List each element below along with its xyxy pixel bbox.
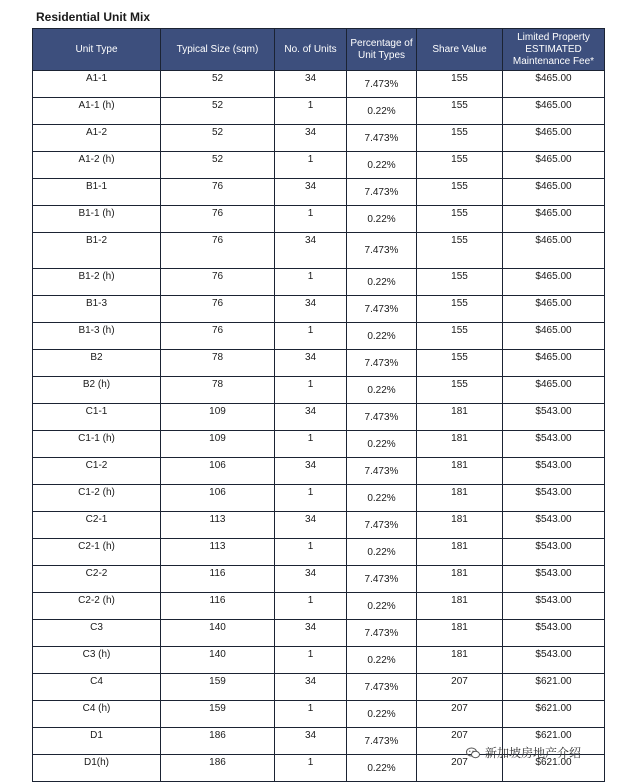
cell-share-value: 155	[417, 269, 503, 296]
watermark-text: 新加坡房地产介绍	[485, 746, 582, 760]
cell-maintenance-fee: $465.00	[503, 377, 605, 404]
cell-no-of-units: 1	[275, 98, 347, 125]
cell-share-value: 207	[417, 701, 503, 728]
cell-percentage: 7.473%	[347, 125, 417, 152]
cell-no-of-units: 34	[275, 404, 347, 431]
cell-maintenance-fee: $543.00	[503, 458, 605, 485]
cell-share-value: 155	[417, 296, 503, 323]
cell-unit-type: A1-1	[33, 71, 161, 98]
table-row	[33, 593, 605, 620]
cell-share-value: 155	[417, 125, 503, 152]
cell-maintenance-fee: $543.00	[503, 593, 605, 620]
cell-unit-type: B1-2	[33, 233, 161, 269]
cell-unit-type: B2	[33, 350, 161, 377]
cell-share-value: 155	[417, 71, 503, 98]
header-row	[33, 29, 605, 71]
cell-no-of-units: 1	[275, 323, 347, 350]
cell-unit-type: B1-2 (h)	[33, 269, 161, 296]
cell-no-of-units: 34	[275, 125, 347, 152]
cell-share-value: 155	[417, 206, 503, 233]
table-row	[33, 404, 605, 431]
table-row	[33, 512, 605, 539]
cell-percentage: 7.473%	[347, 404, 417, 431]
cell-unit-type: C3	[33, 620, 161, 647]
cell-typical-size: 76	[161, 206, 275, 233]
cell-share-value: 155	[417, 377, 503, 404]
cell-share-value: 207	[417, 755, 503, 782]
cell-no-of-units: 1	[275, 539, 347, 566]
cell-maintenance-fee: $543.00	[503, 485, 605, 512]
wechat-icon	[466, 747, 480, 759]
cell-typical-size: 109	[161, 404, 275, 431]
cell-maintenance-fee: $465.00	[503, 350, 605, 377]
cell-share-value: 181	[417, 512, 503, 539]
cell-typical-size: 52	[161, 98, 275, 125]
header-percentage: Percentage of Unit Types	[347, 29, 417, 71]
cell-share-value: 181	[417, 620, 503, 647]
table-row	[33, 458, 605, 485]
cell-share-value: 155	[417, 152, 503, 179]
table-row	[33, 350, 605, 377]
cell-maintenance-fee: $465.00	[503, 98, 605, 125]
cell-maintenance-fee: $621.00	[503, 755, 605, 782]
cell-share-value: 207	[417, 728, 503, 755]
cell-unit-type: C3 (h)	[33, 647, 161, 674]
cell-maintenance-fee: $543.00	[503, 512, 605, 539]
cell-maintenance-fee: $465.00	[503, 71, 605, 98]
cell-unit-type: C2-1 (h)	[33, 539, 161, 566]
cell-percentage: 7.473%	[347, 674, 417, 701]
watermark	[466, 744, 581, 761]
cell-typical-size: 109	[161, 431, 275, 458]
cell-maintenance-fee: $465.00	[503, 179, 605, 206]
cell-share-value: 155	[417, 323, 503, 350]
cell-no-of-units: 1	[275, 152, 347, 179]
table-row	[33, 566, 605, 593]
cell-share-value: 181	[417, 431, 503, 458]
cell-typical-size: 159	[161, 674, 275, 701]
cell-typical-size: 116	[161, 593, 275, 620]
cell-unit-type: B1-3	[33, 296, 161, 323]
cell-typical-size: 52	[161, 71, 275, 98]
cell-unit-type: C1-1	[33, 404, 161, 431]
cell-maintenance-fee: $543.00	[503, 566, 605, 593]
cell-no-of-units: 34	[275, 233, 347, 269]
cell-no-of-units: 34	[275, 458, 347, 485]
cell-typical-size: 52	[161, 125, 275, 152]
cell-typical-size: 186	[161, 728, 275, 755]
cell-no-of-units: 34	[275, 512, 347, 539]
cell-no-of-units: 34	[275, 566, 347, 593]
cell-typical-size: 76	[161, 296, 275, 323]
cell-unit-type: C1-2 (h)	[33, 485, 161, 512]
cell-maintenance-fee: $465.00	[503, 206, 605, 233]
cell-share-value: 181	[417, 647, 503, 674]
cell-maintenance-fee: $621.00	[503, 674, 605, 701]
cell-percentage: 7.473%	[347, 620, 417, 647]
cell-typical-size: 159	[161, 701, 275, 728]
cell-unit-type: C2-2	[33, 566, 161, 593]
cell-maintenance-fee: $543.00	[503, 539, 605, 566]
cell-percentage: 7.473%	[347, 233, 417, 269]
cell-maintenance-fee: $621.00	[503, 728, 605, 755]
cell-typical-size: 76	[161, 323, 275, 350]
cell-percentage: 0.22%	[347, 377, 417, 404]
page-title: Residential Unit Mix	[36, 10, 151, 24]
cell-percentage: 7.473%	[347, 71, 417, 98]
header-share-value: Share Value	[417, 29, 503, 71]
cell-maintenance-fee: $465.00	[503, 323, 605, 350]
cell-no-of-units: 1	[275, 206, 347, 233]
cell-percentage: 0.22%	[347, 701, 417, 728]
table-row	[33, 71, 605, 98]
cell-no-of-units: 34	[275, 296, 347, 323]
cell-percentage: 7.473%	[347, 296, 417, 323]
cell-unit-type: A1-2 (h)	[33, 152, 161, 179]
cell-maintenance-fee: $465.00	[503, 125, 605, 152]
cell-percentage: 0.22%	[347, 431, 417, 458]
cell-percentage: 7.473%	[347, 458, 417, 485]
cell-typical-size: 78	[161, 377, 275, 404]
cell-share-value: 155	[417, 350, 503, 377]
cell-percentage: 0.22%	[347, 755, 417, 782]
cell-no-of-units: 34	[275, 71, 347, 98]
table-row	[33, 296, 605, 323]
table-row	[33, 125, 605, 152]
cell-percentage: 0.22%	[347, 485, 417, 512]
cell-maintenance-fee: $621.00	[503, 701, 605, 728]
header-typical-size: Typical Size (sqm)	[161, 29, 275, 71]
cell-percentage: 0.22%	[347, 647, 417, 674]
cell-no-of-units: 34	[275, 728, 347, 755]
cell-share-value: 181	[417, 539, 503, 566]
cell-no-of-units: 34	[275, 674, 347, 701]
cell-share-value: 155	[417, 98, 503, 125]
table-row	[33, 98, 605, 125]
header-no-of-units: No. of Units	[275, 29, 347, 71]
cell-typical-size: 76	[161, 269, 275, 296]
cell-share-value: 155	[417, 233, 503, 269]
cell-no-of-units: 1	[275, 593, 347, 620]
cell-share-value: 155	[417, 179, 503, 206]
cell-typical-size: 113	[161, 539, 275, 566]
cell-percentage: 0.22%	[347, 152, 417, 179]
cell-unit-type: C1-1 (h)	[33, 431, 161, 458]
cell-unit-type: B2 (h)	[33, 377, 161, 404]
cell-no-of-units: 1	[275, 269, 347, 296]
cell-no-of-units: 34	[275, 179, 347, 206]
cell-percentage: 7.473%	[347, 512, 417, 539]
table-row	[33, 647, 605, 674]
cell-share-value: 181	[417, 458, 503, 485]
table-row	[33, 377, 605, 404]
cell-no-of-units: 34	[275, 350, 347, 377]
table-row	[33, 701, 605, 728]
cell-percentage: 7.473%	[347, 350, 417, 377]
cell-maintenance-fee: $543.00	[503, 647, 605, 674]
cell-typical-size: 106	[161, 458, 275, 485]
cell-percentage: 7.473%	[347, 179, 417, 206]
cell-percentage: 7.473%	[347, 566, 417, 593]
cell-no-of-units: 1	[275, 701, 347, 728]
cell-percentage: 0.22%	[347, 593, 417, 620]
cell-unit-type: C2-1	[33, 512, 161, 539]
table-row	[33, 179, 605, 206]
cell-percentage: 0.22%	[347, 269, 417, 296]
cell-share-value: 207	[417, 674, 503, 701]
table-row	[33, 206, 605, 233]
cell-maintenance-fee: $543.00	[503, 431, 605, 458]
table-row	[33, 233, 605, 269]
cell-unit-type: D1(h)	[33, 755, 161, 782]
cell-typical-size: 186	[161, 755, 275, 782]
cell-share-value: 181	[417, 485, 503, 512]
cell-share-value: 181	[417, 566, 503, 593]
table-row	[33, 431, 605, 458]
cell-maintenance-fee: $543.00	[503, 620, 605, 647]
cell-typical-size: 76	[161, 233, 275, 269]
cell-no-of-units: 1	[275, 755, 347, 782]
cell-no-of-units: 1	[275, 647, 347, 674]
cell-unit-type: B1-1	[33, 179, 161, 206]
cell-unit-type: D1	[33, 728, 161, 755]
cell-unit-type: B1-1 (h)	[33, 206, 161, 233]
cell-percentage: 0.22%	[347, 206, 417, 233]
cell-unit-type: B1-3 (h)	[33, 323, 161, 350]
cell-typical-size: 78	[161, 350, 275, 377]
cell-unit-type: A1-2	[33, 125, 161, 152]
cell-maintenance-fee: $465.00	[503, 269, 605, 296]
table-row	[33, 323, 605, 350]
table-row	[33, 674, 605, 701]
cell-typical-size: 140	[161, 647, 275, 674]
header-unit-type: Unit Type	[33, 29, 161, 71]
cell-unit-type: A1-1 (h)	[33, 98, 161, 125]
cell-unit-type: C2-2 (h)	[33, 593, 161, 620]
cell-typical-size: 106	[161, 485, 275, 512]
table-row	[33, 620, 605, 647]
cell-maintenance-fee: $543.00	[503, 404, 605, 431]
cell-share-value: 181	[417, 593, 503, 620]
table-row	[33, 485, 605, 512]
cell-no-of-units: 1	[275, 485, 347, 512]
table-row	[33, 152, 605, 179]
unit-mix-table	[32, 28, 605, 782]
cell-typical-size: 140	[161, 620, 275, 647]
cell-percentage: 0.22%	[347, 98, 417, 125]
cell-maintenance-fee: $465.00	[503, 152, 605, 179]
cell-no-of-units: 1	[275, 377, 347, 404]
cell-typical-size: 116	[161, 566, 275, 593]
cell-typical-size: 52	[161, 152, 275, 179]
cell-percentage: 0.22%	[347, 323, 417, 350]
cell-percentage: 7.473%	[347, 728, 417, 755]
cell-unit-type: C4 (h)	[33, 701, 161, 728]
cell-typical-size: 113	[161, 512, 275, 539]
table-row	[33, 269, 605, 296]
cell-unit-type: C4	[33, 674, 161, 701]
table-row	[33, 539, 605, 566]
cell-unit-type: C1-2	[33, 458, 161, 485]
cell-maintenance-fee: $465.00	[503, 296, 605, 323]
header-maintenance-fee: Limited Property ESTIMATED Maintenance Fee*	[503, 29, 605, 71]
cell-maintenance-fee: $465.00	[503, 233, 605, 269]
cell-percentage: 0.22%	[347, 539, 417, 566]
cell-no-of-units: 1	[275, 431, 347, 458]
cell-no-of-units: 34	[275, 620, 347, 647]
cell-share-value: 181	[417, 404, 503, 431]
cell-typical-size: 76	[161, 179, 275, 206]
